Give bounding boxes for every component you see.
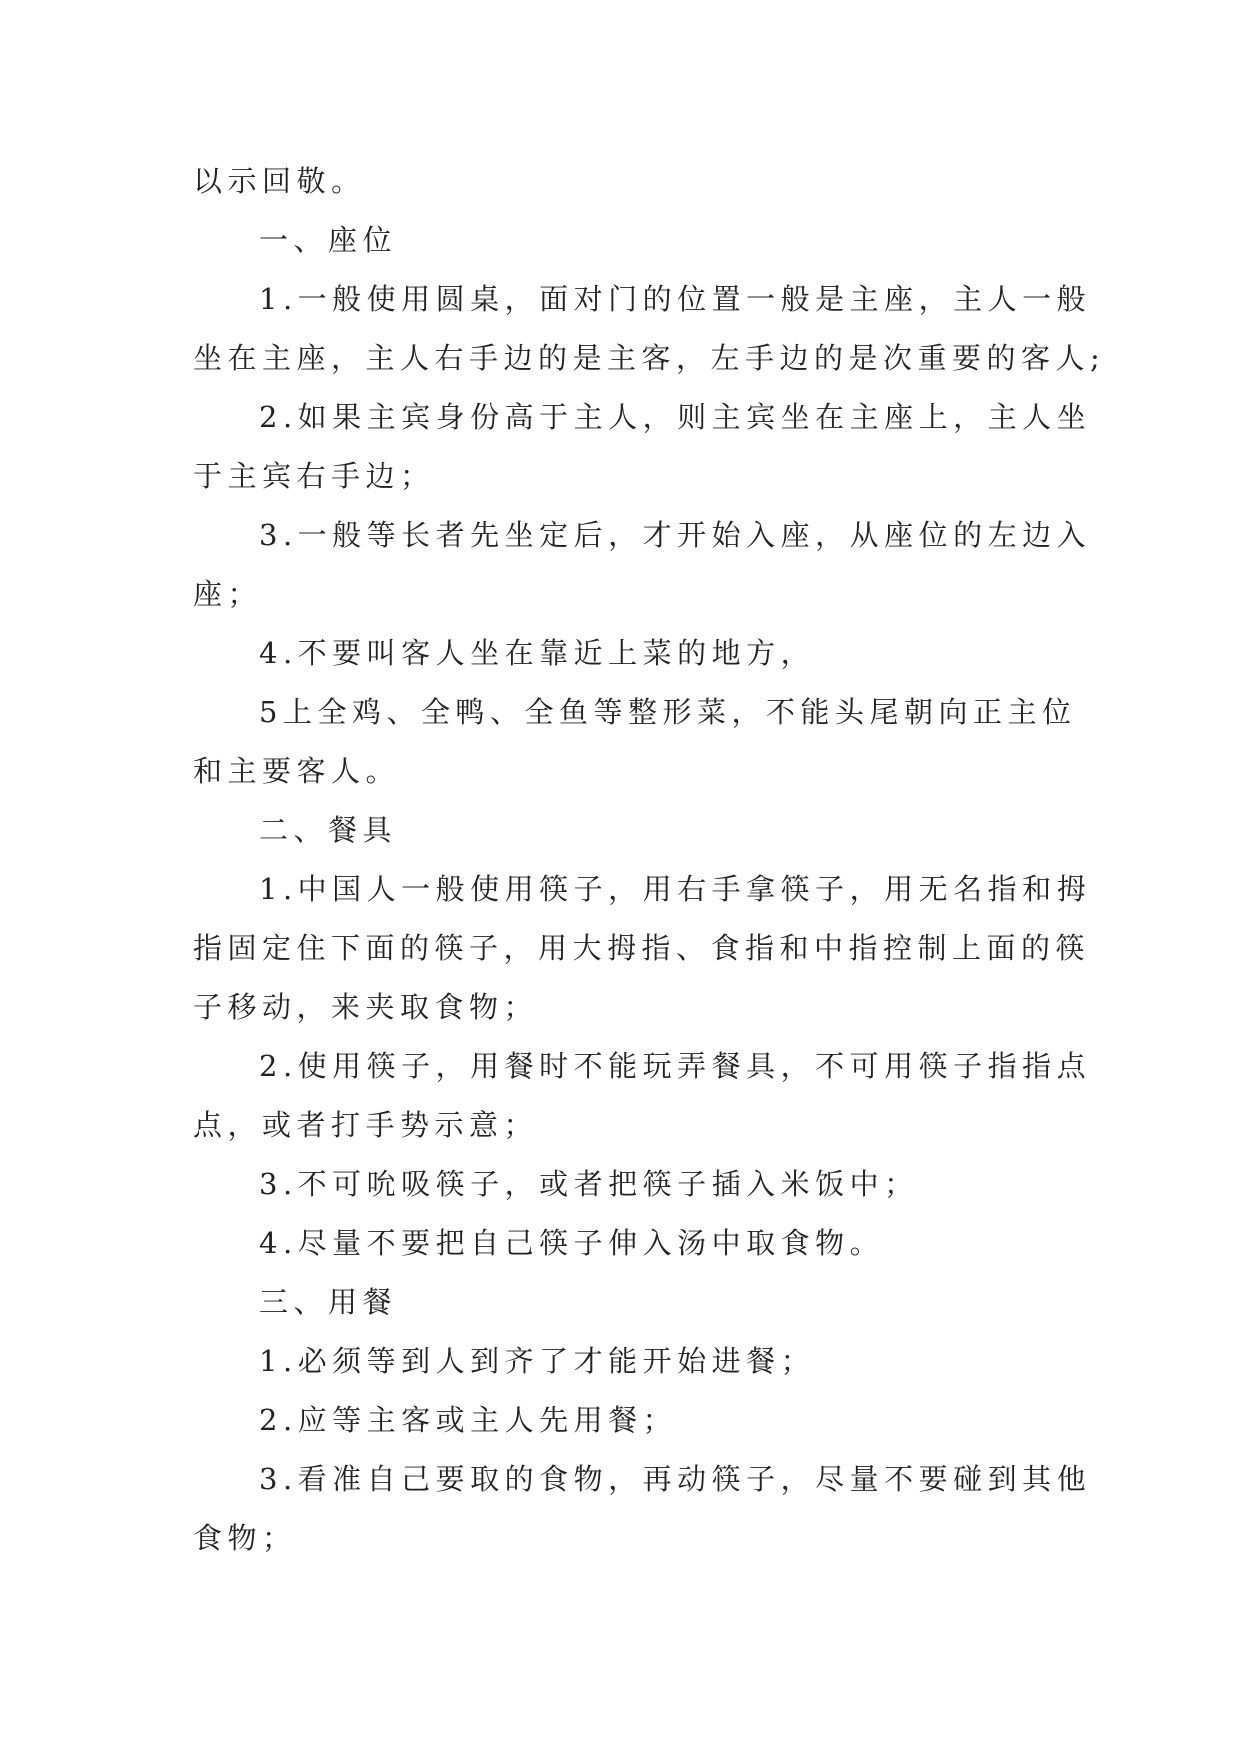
text-line: 5上全鸡、全鸭、全鱼等整形菜，不能头尾朝向正主位 [259, 695, 1077, 729]
text-line: 1.中国人一般使用筷子，用右手拿筷子，用无名指和拇 [259, 872, 1092, 906]
text-line: 2.如果主宾身份高于主人，则主宾坐在主座上，主人坐 [259, 400, 1092, 434]
text-line: 指固定住下面的筷子，用大拇指、食指和中指控制上面的筷 [193, 931, 1091, 965]
section-heading-tableware: 二、餐具 [259, 813, 398, 847]
text-line: 座； [193, 577, 263, 611]
text-line: 于主宾右手边； [193, 459, 435, 493]
text-line: 以示回敬。 [193, 164, 366, 198]
text-line: 3.一般等长者先坐定后，才开始入座，从座位的左边入 [259, 518, 1092, 552]
text-line: 4.不要叫客人坐在靠近上菜的地方， [259, 636, 816, 670]
text-line: 子移动，来夹取食物； [193, 990, 539, 1024]
document-body [193, 152, 1106, 1568]
text-line: 1.必须等到人到齐了才能开始进餐； [259, 1344, 816, 1378]
text-line: 和主要客人。 [193, 754, 401, 788]
text-line: 4.尽量不要把自己筷子伸入汤中取食物。 [259, 1226, 885, 1260]
text-line: 点，或者打手势示意； [193, 1108, 539, 1142]
text-line: 食物； [193, 1521, 297, 1555]
text-line: 坐在主座，主人右手边的是主客，左手边的是次重要的客人; [193, 341, 1106, 375]
section-heading-seating: 一、座位 [259, 223, 398, 257]
text-line: 2.使用筷子，用餐时不能玩弄餐具，不可用筷子指指点 [259, 1049, 1092, 1083]
text-line: 3.看准自己要取的食物，再动筷子，尽量不要碰到其他 [259, 1462, 1092, 1496]
text-line: 2.应等主客或主人先用餐； [259, 1403, 678, 1437]
text-line: 1.一般使用圆桌，面对门的位置一般是主座，主人一般 [259, 282, 1092, 316]
section-heading-dining: 三、用餐 [259, 1285, 398, 1319]
text-line: 3.不可吮吸筷子，或者把筷子插入米饭中； [259, 1167, 919, 1201]
